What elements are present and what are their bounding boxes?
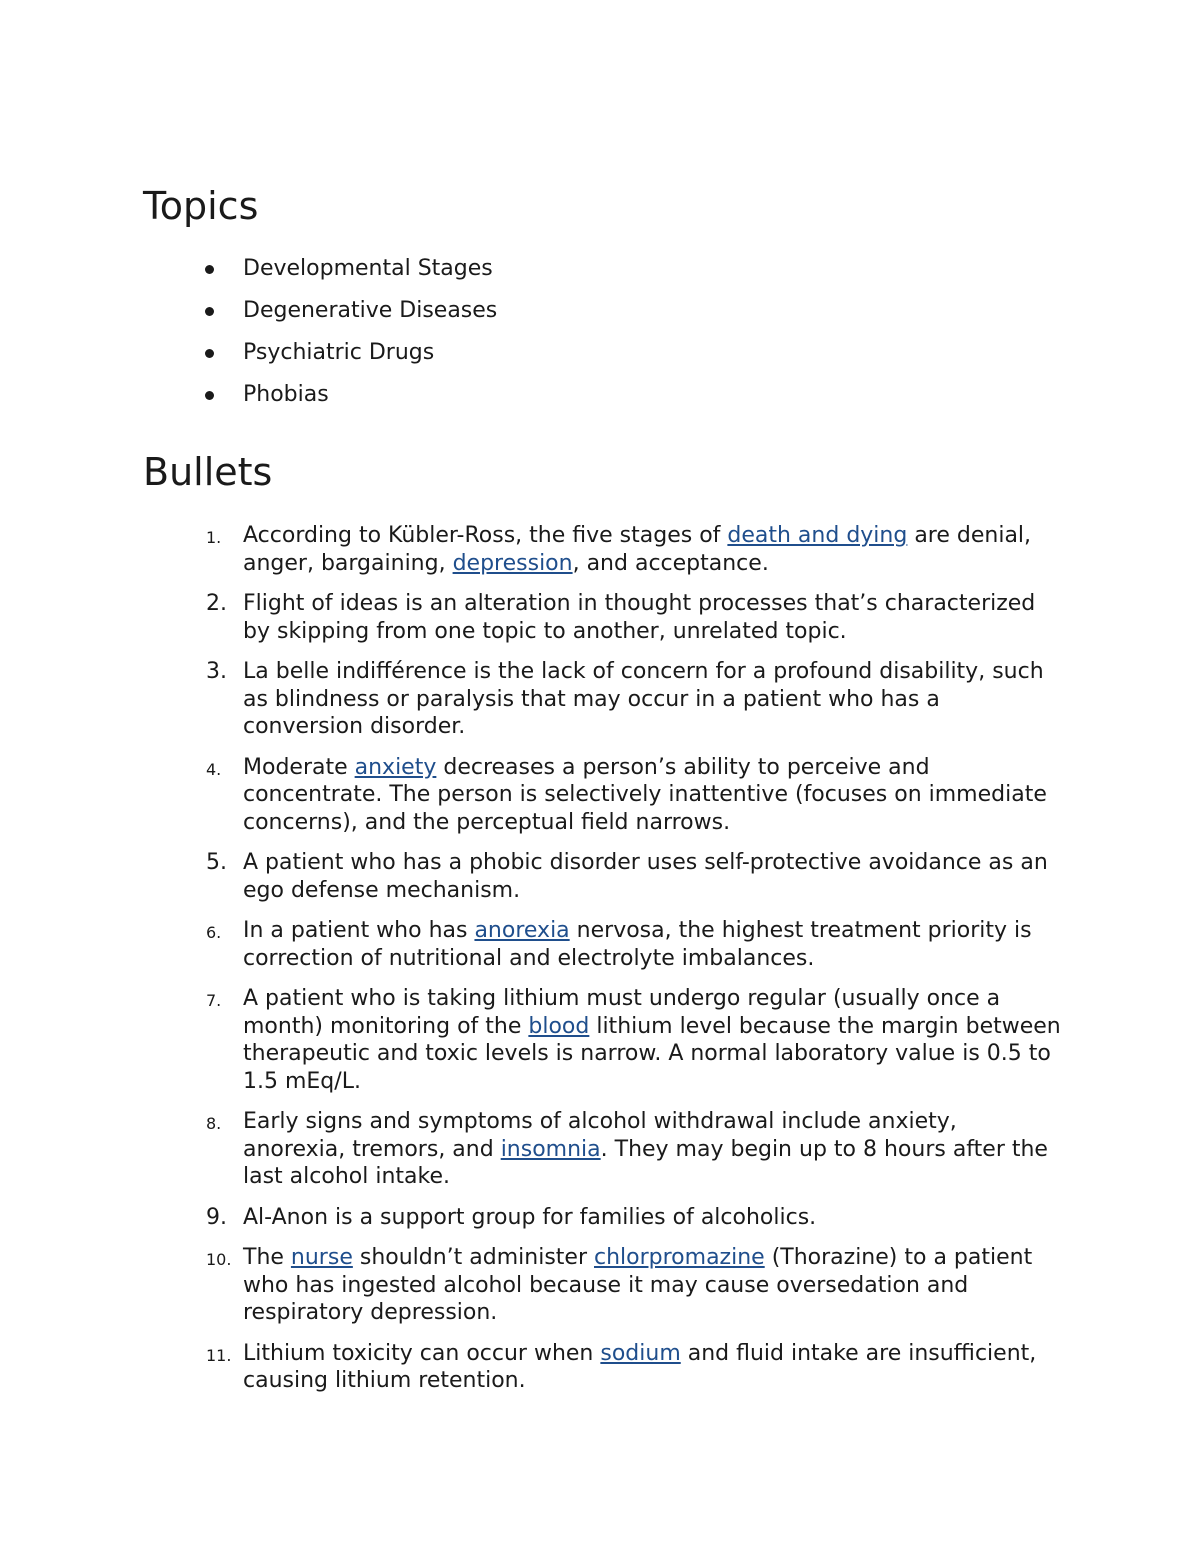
text-run: Al-Anon is a support group for families of alcoholics. xyxy=(243,1204,817,1230)
item-number: 6. xyxy=(206,923,222,942)
list-item xyxy=(0,253,1200,295)
blood-link[interactable]: blood xyxy=(528,1013,590,1039)
list-item xyxy=(0,1340,1200,1395)
item-number: 9. xyxy=(206,1204,227,1230)
item-number: 1. xyxy=(206,528,222,547)
list-item xyxy=(0,849,1200,904)
text-run: decreases a person’s ability to perceive and concentrate. The person is selectively inattentive (focuses on immediate concerns), and the perceptual field narrows. xyxy=(243,754,1047,835)
topic-label: Developmental Stages xyxy=(243,256,493,281)
item-number: 2. xyxy=(206,591,227,616)
list-item xyxy=(0,658,1200,741)
item-text xyxy=(243,1204,1065,1232)
list-item xyxy=(0,379,1200,421)
text-run: Flight of ideas is an alteration in thought processes that’s characterized by skipping from one topic to another, unrelated topic. xyxy=(243,591,1036,644)
text-run: (Thorazine) to a patient who has ingested alcohol because it may cause oversedation and respiratory depression. xyxy=(243,1245,1033,1325)
text-run: are denial, anger, bargaining, xyxy=(243,523,1032,576)
anorexia-link[interactable]: anorexia xyxy=(474,918,570,943)
text-run: In a patient who has xyxy=(243,918,475,943)
list-item xyxy=(0,1244,1200,1327)
item-text xyxy=(243,1108,1065,1191)
bullet-icon xyxy=(205,265,214,274)
text-run: and fluid intake are insufficient, causing lithium retention. xyxy=(243,1340,1037,1393)
text-run: nervosa, the highest treatment priority is correction of nutritional and electrolyte imbalances. xyxy=(243,918,1032,971)
list-item xyxy=(0,754,1200,837)
bullet-icon xyxy=(205,391,214,400)
text-run: Early signs and symptoms of alcohol withdrawal include anxiety, anorexia, tremors, and xyxy=(243,1109,957,1162)
text-run: La belle indifférence is the lack of concern for a profound disability, such as blindness or paralysis that may occur in a patient who has a conversion disorder. xyxy=(243,659,1044,739)
list-item xyxy=(0,917,1200,972)
text-run: , and acceptance. xyxy=(572,550,769,576)
topics-heading: Topics xyxy=(143,184,259,228)
item-number: 3. xyxy=(206,659,227,684)
text-run: According to Kübler-Ross, the five stages of xyxy=(243,523,728,548)
topic-label: Phobias xyxy=(243,382,329,407)
text-run: Moderate xyxy=(243,754,355,780)
item-text xyxy=(243,522,1065,577)
list-item xyxy=(0,1108,1200,1191)
item-text xyxy=(243,917,1065,972)
item-number: 11. xyxy=(206,1345,232,1365)
nurse-link[interactable]: nurse xyxy=(290,1245,353,1270)
list-item xyxy=(0,522,1200,577)
topics-list xyxy=(0,253,1200,421)
death-and-dying-link[interactable]: death and dying xyxy=(727,523,908,548)
item-text xyxy=(243,849,1065,904)
item-number: 5. xyxy=(206,850,227,875)
item-text xyxy=(243,590,1065,645)
item-number: 8. xyxy=(206,1114,222,1133)
anxiety-link[interactable]: anxiety xyxy=(354,754,437,780)
list-item xyxy=(0,985,1200,1095)
list-item xyxy=(0,295,1200,337)
bullets-list xyxy=(0,522,1200,1408)
text-run: lithium level because the margin between therapeutic and toxic levels is narrow. A normal laboratory value is 0.5 to 1.5 mEq/L. xyxy=(243,1013,1061,1094)
text-run: A patient who has a phobic disorder uses self-protective avoidance as an ego defense mechanism. xyxy=(243,850,1048,903)
item-number: 10. xyxy=(206,1250,232,1269)
bullets-heading: Bullets xyxy=(143,450,273,494)
bullet-icon xyxy=(205,349,214,358)
text-run: . They may begin up to 8 hours after the last alcohol intake. xyxy=(243,1136,1048,1189)
chlorpromazine-link[interactable]: chlorpromazine xyxy=(594,1245,765,1270)
list-item xyxy=(0,590,1200,645)
item-text xyxy=(243,1340,1065,1395)
item-number: 4. xyxy=(206,759,222,779)
item-text xyxy=(243,985,1065,1095)
depression-link[interactable]: depression xyxy=(452,550,573,576)
list-item xyxy=(0,1204,1200,1232)
item-number: 7. xyxy=(206,991,222,1010)
topic-label: Degenerative Diseases xyxy=(243,298,498,323)
text-run: Lithium toxicity can occur when xyxy=(243,1340,601,1366)
item-text xyxy=(243,754,1065,837)
topic-label: Psychiatric Drugs xyxy=(243,340,435,365)
insomnia-link[interactable]: insomnia xyxy=(500,1136,601,1162)
text-run: The xyxy=(243,1245,291,1270)
text-run: A patient who is taking lithium must undergo regular (usually once a month) monitoring of the xyxy=(243,986,1001,1039)
bullet-icon xyxy=(205,307,214,316)
item-text xyxy=(243,1244,1065,1327)
list-item xyxy=(0,337,1200,379)
text-run: shouldn’t administer xyxy=(352,1245,594,1270)
sodium-link[interactable]: sodium xyxy=(600,1340,681,1366)
item-text xyxy=(243,658,1065,741)
